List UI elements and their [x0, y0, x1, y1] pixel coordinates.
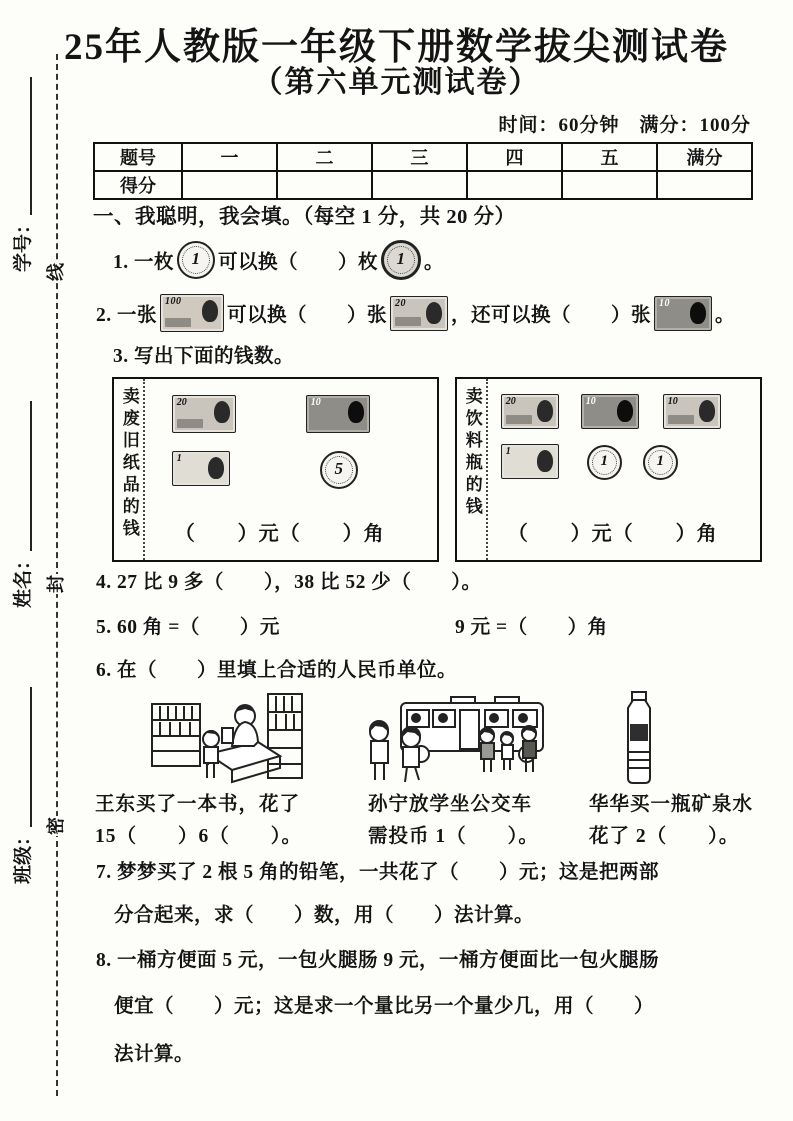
caption-3-line-2: 花了 2（ ）。 [589, 826, 740, 847]
q3-text: 3. 写出下面的钱数。 [113, 346, 295, 367]
student-id-label: 学号： [13, 214, 34, 272]
score-cell [372, 171, 467, 199]
section-1-heading: 一、我聪明，我会填。（每空 1 分，共 20 分） [93, 206, 516, 228]
score-cell [657, 171, 752, 199]
paper-title: 25年人教版一年级下册数学拔尖测试卷 [64, 27, 729, 68]
name-label: 姓名： [13, 550, 34, 608]
caption-3-line-1: 华华买一瓶矿泉水 [589, 794, 754, 815]
coin-value: 1 [191, 249, 201, 268]
coin-value: 5 [334, 459, 343, 478]
q7-text-2: 分合起来，求（ ）数，用（ ）法计算。 [114, 905, 535, 926]
money-box-answer-line: （ ）元（ ）角 [174, 523, 385, 545]
q8-text-3: 法计算。 [114, 1044, 195, 1065]
portrait-icon [208, 457, 224, 479]
q7-text-1: 7. 梦梦买了 2 根 5 角的铅笔，一共花了（ ）元；这是把两部 [96, 862, 660, 883]
seal-char-xian: 线 [46, 263, 66, 281]
q5a-text: 5. 60 角 =（ ）元 [96, 617, 280, 638]
coin-value: 1 [656, 453, 664, 469]
score-table [93, 142, 753, 200]
banknote-value: 10 [659, 297, 671, 309]
class-field [8, 687, 35, 884]
paper-subtitle: （第六单元测试卷） [252, 66, 541, 99]
caption-1-line-1: 王东买了一本书，花了 [95, 794, 301, 815]
banknote-1-yuan-icon [172, 451, 230, 486]
banknote-value: 10 [667, 396, 678, 407]
banknote-100-yuan-icon [160, 294, 224, 332]
banknote-value: 1 [505, 446, 511, 457]
portrait-icon [348, 401, 364, 423]
portrait-icon [202, 300, 218, 322]
portrait-icon [699, 400, 715, 422]
question-7-line-2 [114, 899, 534, 927]
money-box-bottles [455, 377, 762, 562]
q4-text: 4. 27 比 9 多（ ），38 比 52 少（ ）。 [96, 572, 482, 593]
q2-text-mid1: 可以换（ ）张 [227, 305, 388, 326]
question-8-line-3 [114, 1038, 194, 1066]
coin-value: 1 [600, 453, 608, 469]
score-cell [562, 171, 657, 199]
q5b-text: 9 元 =（ ）角 [455, 617, 608, 638]
question-8-line-2 [114, 990, 654, 1018]
portrait-icon [426, 302, 442, 324]
time-score-info: 时间：60分钟 满分：100分 [498, 115, 751, 136]
bus-scene [363, 690, 549, 786]
bookstore-scene [148, 690, 310, 786]
coin-1-yuan-icon [587, 445, 622, 480]
money-box-content [488, 379, 760, 560]
score-cell [277, 171, 372, 199]
score-cell [182, 171, 277, 199]
q2-text-prefix: 2. 一张 [96, 305, 158, 326]
question-5-part-a [96, 611, 280, 639]
banknote-value: 20 [505, 396, 516, 407]
question-5-part-b [455, 611, 608, 639]
portrait-icon [537, 450, 553, 472]
q1-text-mid: 可以换（ ）枚 [218, 252, 379, 273]
water-bottle-illustration [616, 690, 662, 786]
q2-text-suffix: 。 [715, 305, 736, 326]
score-table-header-row [94, 143, 752, 171]
banknote-value: 20 [395, 297, 407, 309]
money-box-waste-paper [112, 377, 439, 562]
header-part-3: 三 [372, 143, 467, 171]
coin-value: 1 [396, 249, 406, 268]
banknote-band [177, 419, 203, 428]
bookstore-illustration [148, 690, 310, 786]
q8-text-1: 8. 一桶方便面 5 元，一包火腿肠 9 元，一桶方便面比一包火腿肠 [96, 950, 660, 971]
banknote-20-yuan-icon [172, 395, 236, 433]
money-box-label: 卖饮料瓶的钱 [457, 379, 488, 560]
portrait-icon [537, 400, 553, 422]
money-box-content [145, 379, 437, 560]
question-2 [96, 290, 735, 336]
header-part-4: 四 [467, 143, 562, 171]
banknote-band [165, 318, 191, 327]
seal-char-mi: 密 [46, 817, 66, 835]
portrait-icon [617, 400, 633, 422]
portrait-icon [690, 302, 706, 324]
header-total: 满分 [657, 143, 752, 171]
question-7-line-1 [96, 856, 659, 884]
name-field [8, 401, 35, 608]
class-blank [15, 687, 32, 827]
question-3-heading [113, 340, 294, 368]
banknote-20-yuan-icon [501, 394, 559, 429]
q8-text-2: 便宜（ ）元；这是求一个量比另一个量少几，用（ ） [114, 996, 655, 1017]
score-table-score-row [94, 171, 752, 199]
banknote-20-yuan-icon [390, 296, 448, 331]
coin-1-yuan-icon [177, 241, 215, 279]
q6-text: 6. 在（ ）里填上合适的人民币单位。 [96, 660, 458, 681]
banknote-1-yuan-icon [501, 444, 559, 479]
bottle-label [630, 724, 648, 741]
banknote-band [395, 317, 421, 326]
caption-1-line-2: 15（ ）6（ ）。 [95, 826, 303, 847]
banknote-value: 1 [176, 453, 182, 464]
caption-2-line-2: 需投币 1（ ）。 [368, 826, 539, 847]
banknote-10-yuan-icon [306, 395, 370, 433]
q2-text-mid2: ，还可以换（ ）张 [451, 305, 652, 326]
banknote-band [668, 415, 694, 424]
banknote-value: 10 [310, 397, 321, 408]
class-label: 班级： [13, 826, 34, 884]
banknote-10-yuan-icon [654, 296, 712, 331]
header-part-5: 五 [562, 143, 657, 171]
banknote-value: 10 [585, 396, 596, 407]
coin-5-jiao-icon [320, 451, 358, 489]
name-blank [15, 401, 32, 551]
banknote-value: 100 [165, 296, 182, 307]
question-4 [96, 566, 482, 594]
score-cell [467, 171, 562, 199]
question-8-line-1 [96, 944, 659, 972]
seal-char-feng: 封 [46, 575, 66, 593]
header-part-2: 二 [277, 143, 372, 171]
money-box-label: 卖废旧纸品的钱 [114, 379, 145, 560]
banknote-10-yuan-icon [581, 394, 639, 429]
coin-1-jiao-icon [381, 240, 421, 280]
banknote-value: 20 [176, 397, 187, 408]
banknote-band [506, 415, 532, 424]
student-id-field [8, 77, 35, 272]
q1-text-prefix: 1. 一枚 [113, 252, 175, 273]
portrait-icon [214, 401, 230, 423]
question-6 [96, 654, 457, 682]
water-bottle-scene [616, 690, 662, 786]
header-question-number: 题号 [94, 143, 182, 171]
header-part-1: 一 [182, 143, 277, 171]
banknote-10-yuan-icon [663, 394, 721, 429]
money-box-answer-line: （ ）元（ ）角 [507, 523, 718, 545]
q1-text-suffix: 。 [424, 252, 445, 273]
bus-illustration [363, 690, 549, 786]
coin-1-jiao-icon [643, 445, 678, 480]
question-1 [113, 236, 444, 284]
caption-2-line-1: 孙宁放学坐公交车 [368, 794, 533, 815]
score-row-label: 得分 [94, 171, 182, 199]
